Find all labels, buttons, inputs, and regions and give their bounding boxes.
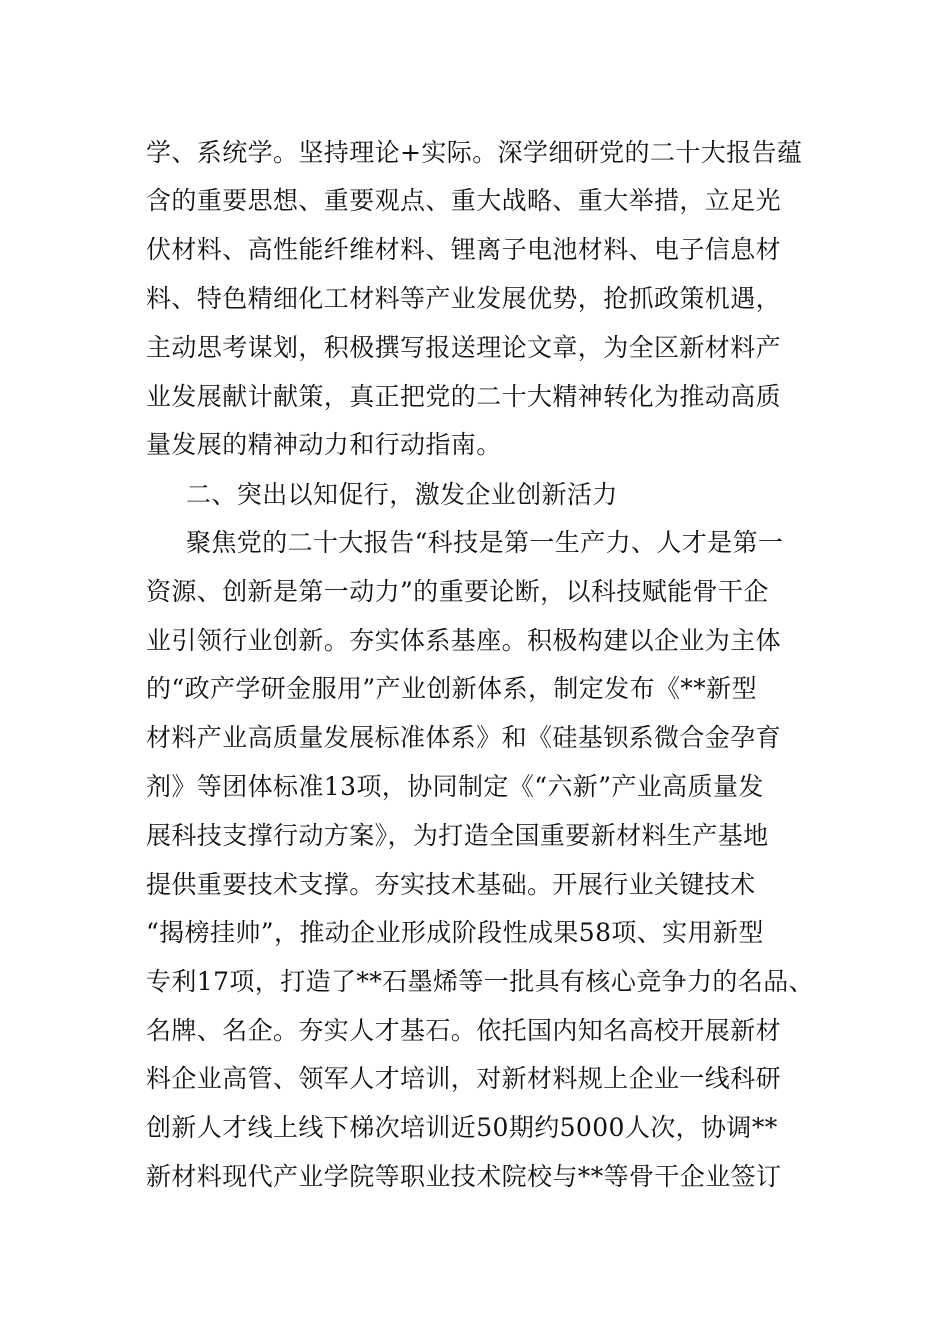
section-heading: 二、突出以知促行，激发企业创新活力 <box>186 480 618 509</box>
text-line: 伏材料、高性能纤维材料、锂离子电池材料、电子信息材 <box>146 235 782 264</box>
text-line: 的“政产学研金服用”产业创新体系，制定发布《**新型 <box>146 674 757 703</box>
text-line: 展科技支撑行动方案》，为打造全国重要新材料生产基地 <box>146 821 769 850</box>
text-line: 量发展的精神动力和行动指南。 <box>146 430 502 459</box>
text-line: 资源、创新是第一动力”的重要论断，以科技赋能骨干企 <box>146 577 769 606</box>
text-line: 创新人才线上线下梯次培训近50期约5000人次，协调** <box>146 1113 778 1142</box>
text-line: 学、系统学。坚持理论+实际。深学细研党的二十大报告蕴 <box>146 138 803 167</box>
text-line: “揭榜挂帅”，推动企业形成阶段性成果58项、实用新型 <box>146 918 764 947</box>
text-line: 料、特色精细化工材料等产业发展优势，抢抓政策机遇， <box>146 284 782 313</box>
text-line: 名牌、名企。夯实人才基石。依托国内知名高校开展新材 <box>146 1016 782 1045</box>
text-line: 业发展献计献策，真正把党的二十大精神转化为推动高质 <box>146 382 782 411</box>
text-line: 剂》等团体标准13项，协同制定《“六新”产业高质量发 <box>146 772 764 801</box>
text-line: 含的重要思想、重要观点、重大战略、重大举措，立足光 <box>146 186 782 215</box>
text-line: 料企业高管、领军人才培训，对新材料规上企业一线科研 <box>146 1064 782 1093</box>
text-line: 提供重要技术支撑。夯实技术基础。开展行业关键技术 <box>146 870 756 899</box>
text-line: 业引领行业创新。夯实体系基座。积极构建以企业为主体 <box>146 626 782 655</box>
text-line: 专利17项，打造了**石墨烯等一批具有核心竞争力的名品、 <box>146 967 815 996</box>
text-line: 聚焦党的二十大报告“科技是第一生产力、人才是第一 <box>186 528 784 557</box>
text-line: 主动思考谋划，积极撰写报送理论文章，为全区新材料产 <box>146 333 782 362</box>
text-line: 新材料现代产业学院等职业技术院校与**等骨干企业签订 <box>146 1162 782 1191</box>
text-line: 材料产业高质量发展标准体系》和《硅基钡系微合金孕育 <box>146 723 782 752</box>
